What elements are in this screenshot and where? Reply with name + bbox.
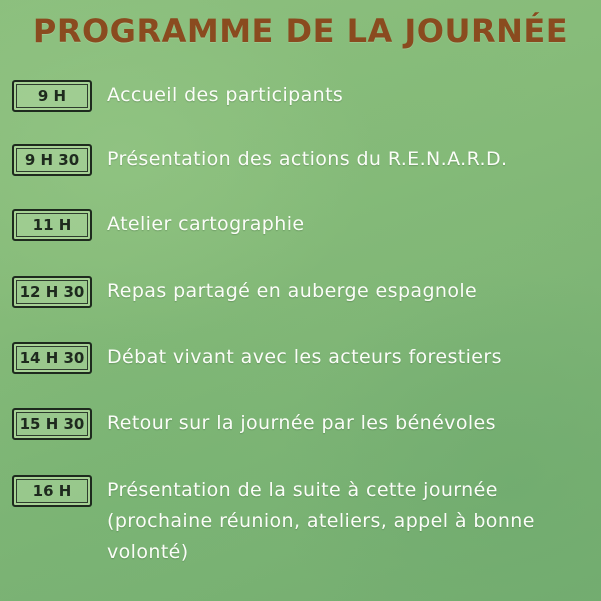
time-badge: 14 H 30 xyxy=(12,342,92,374)
activity-text: Accueil des participants xyxy=(107,84,344,106)
activity-text: Présentation des actions du R.E.N.A.R.D. xyxy=(107,148,508,170)
activity-text: Repas partagé en auberge espagnole xyxy=(107,280,478,302)
time-badge: 11 H xyxy=(12,209,92,241)
activity-text: Atelier cartographie xyxy=(107,213,305,235)
time-badge: 15 H 30 xyxy=(12,408,92,440)
activity-text: Présentation de la suite à cette journée (prochaine réunion, ateliers, appel à bonne volonté) xyxy=(107,479,535,563)
time-badge: 9 H xyxy=(12,80,92,112)
time-badge: 12 H 30 xyxy=(12,276,92,308)
time-badge: 16 H xyxy=(12,475,92,507)
activity-text: Retour sur la journée par les bénévoles xyxy=(107,412,496,434)
time-badge: 9 H 30 xyxy=(12,144,92,176)
activity-text: Débat vivant avec les acteurs forestiers xyxy=(107,346,502,368)
page-title: PROGRAMME DE LA JOURNÉE xyxy=(32,12,569,50)
